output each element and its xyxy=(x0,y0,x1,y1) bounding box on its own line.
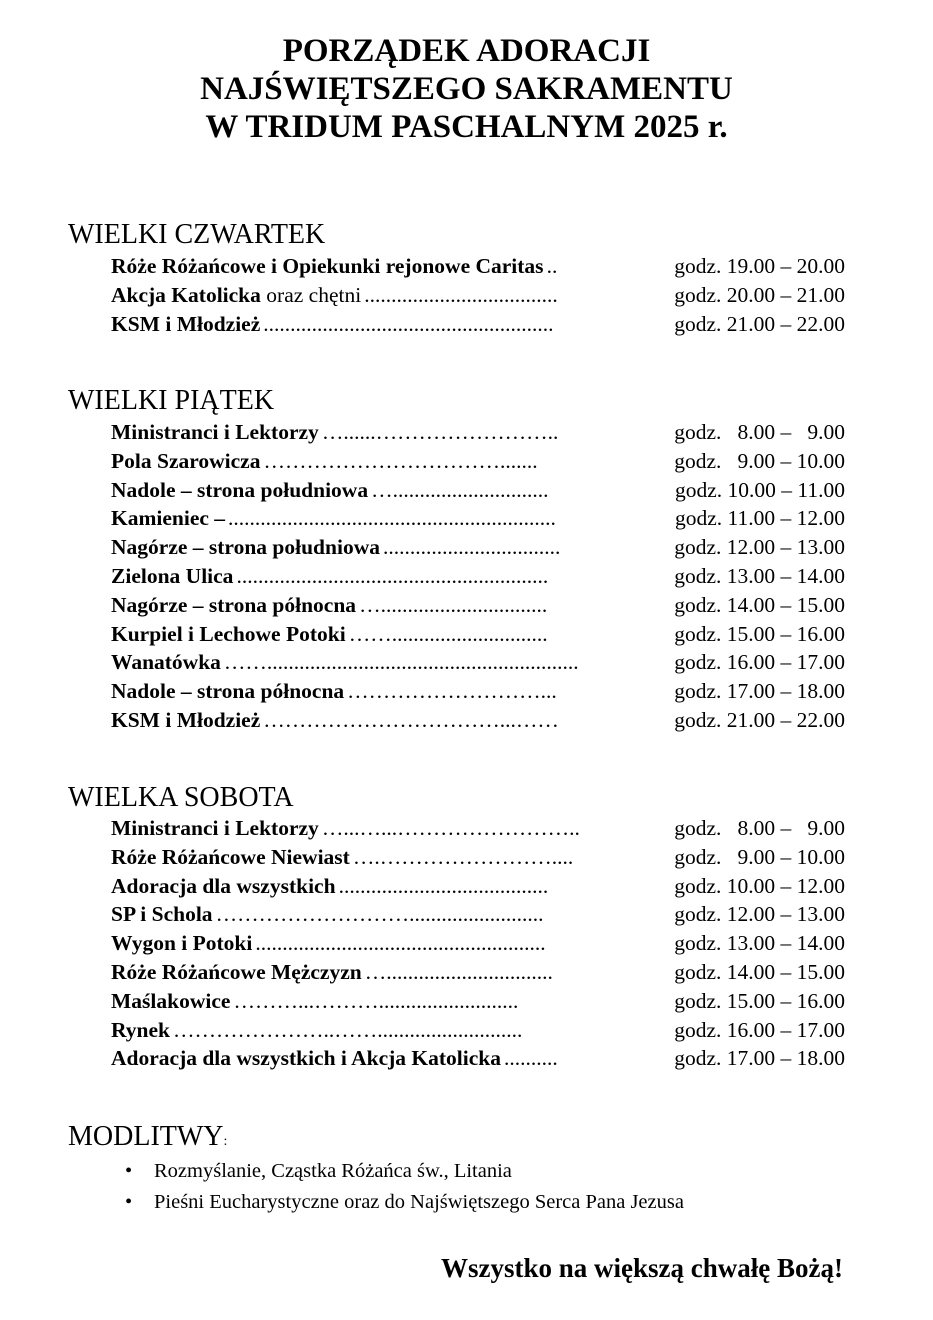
row-group-label xyxy=(111,418,319,447)
row-group-label xyxy=(111,620,346,649)
row-group-label xyxy=(111,706,260,735)
section-heading: WIELKI PIĄTEK xyxy=(68,385,275,416)
row-group-suffix: oraz chętni xyxy=(260,282,362,307)
schedule-row xyxy=(111,281,845,310)
row-group-label xyxy=(111,958,362,987)
row-dot-leader: ………...……….......................... xyxy=(233,988,519,1013)
section-heading: WIELKA SOBOTA xyxy=(68,782,294,813)
row-time: godz. 19.00 – 20.00 xyxy=(674,254,845,278)
row-group-label xyxy=(111,281,361,310)
schedule-row xyxy=(111,252,845,281)
schedule-row xyxy=(111,533,845,562)
bullet-icon: • xyxy=(125,1191,133,1213)
row-dot-leader: ............................................................. xyxy=(228,506,556,531)
row-group-label xyxy=(111,591,356,620)
row-group-name: Kurpiel i Lechowe Potoki xyxy=(111,621,346,646)
prayer-item xyxy=(125,1187,684,1218)
schedule-row xyxy=(111,1016,845,1045)
schedule-row xyxy=(111,900,845,929)
schedule-row xyxy=(111,929,845,958)
row-dot-leader: ….…………………….... xyxy=(352,844,574,869)
row-time: godz. 16.00 – 17.00 xyxy=(674,1017,845,1042)
row-dot-leader: .......................................................... xyxy=(236,564,549,588)
row-group-label xyxy=(111,677,344,706)
row-group-label xyxy=(111,252,544,281)
schedule-row xyxy=(111,843,845,872)
bullet-icon: • xyxy=(125,1160,133,1182)
row-dot-leader: ....................................... xyxy=(338,873,549,898)
prayers-list xyxy=(125,1156,684,1218)
row-dot-leader: .................................... xyxy=(364,282,558,307)
schedule-row xyxy=(111,814,845,843)
schedule-row xyxy=(111,504,845,533)
row-time: godz. 9.00 – 10.00 xyxy=(674,844,845,869)
row-time: godz. 14.00 – 15.00 xyxy=(674,592,845,617)
prayer-item-text: Rozmyślanie, Cząstka Różańca św., Litania xyxy=(154,1160,512,1182)
row-time: godz. 21.00 – 22.00 xyxy=(674,311,845,336)
section-heading: WIELKI CZWARTEK xyxy=(68,219,326,250)
schedule-row xyxy=(111,1044,845,1073)
row-time: godz. 12.00 – 13.00 xyxy=(674,902,845,927)
row-group-label xyxy=(111,447,260,476)
row-group-name: Wanatówka xyxy=(111,650,221,675)
row-dot-leader: ...................................................... xyxy=(263,311,554,336)
row-group-name: Pola Szarowicza xyxy=(111,448,261,473)
row-dot-leader: .. xyxy=(546,254,558,278)
row-group-name: SP i Schola xyxy=(111,902,213,927)
row-group-name: Nadole – strona południowa xyxy=(111,477,369,502)
prayer-item xyxy=(125,1156,684,1187)
row-group-name: Ministranci i Lektorzy xyxy=(111,816,319,840)
row-time: godz. 9.00 – 10.00 xyxy=(674,448,845,473)
row-dot-leader: ...................................................... xyxy=(255,931,546,956)
row-time: godz. 10.00 – 12.00 xyxy=(674,873,845,898)
row-group-label xyxy=(111,533,380,562)
row-group-name: Wygon i Potoki xyxy=(111,931,253,956)
row-dot-leader: …………………..……........................... xyxy=(172,1017,523,1042)
row-time: godz. 12.00 – 13.00 xyxy=(674,535,845,560)
row-dot-leader: …............................... xyxy=(359,592,548,617)
row-group-label xyxy=(111,1016,170,1045)
row-dot-leader: …......…………………….. xyxy=(321,420,559,444)
row-dot-leader: ................................. xyxy=(382,535,561,560)
closing-line: Wszystko na większą chwałę Bożą! xyxy=(441,1253,843,1283)
row-group-name: Ministranci i Lektorzy xyxy=(111,420,319,444)
row-group-name: Adoracja dla wszystkich i Akcja Katolicka xyxy=(111,1046,501,1071)
row-dot-leader: …............................. xyxy=(371,477,549,502)
row-time: godz. 8.00 – 9.00 xyxy=(674,816,845,840)
row-group-label xyxy=(111,872,336,901)
schedule-row xyxy=(111,958,845,987)
row-group-label xyxy=(111,1044,501,1073)
row-time: godz. 16.00 – 17.00 xyxy=(674,650,845,675)
title-line-1: PORZĄDEK ADORACJI xyxy=(282,33,651,69)
schedule-row xyxy=(111,872,845,901)
schedule-row xyxy=(111,476,845,505)
row-time: godz. 15.00 – 16.00 xyxy=(674,988,845,1013)
row-group-name: Adoracja dla wszystkich xyxy=(111,873,336,898)
row-group-name: Róże Różańcowe Niewiast xyxy=(111,844,350,869)
row-group-name: Maślakowice xyxy=(111,988,231,1013)
row-group-label xyxy=(111,900,213,929)
schedule-row xyxy=(111,591,845,620)
row-group-label xyxy=(111,504,225,533)
row-group-label xyxy=(111,648,221,677)
row-time: godz. 11.00 – 12.00 xyxy=(675,506,845,531)
schedule-row xyxy=(111,562,845,591)
row-group-name: Róże Różańcowe Mężczyzn xyxy=(111,960,362,984)
schedule-row xyxy=(111,677,845,706)
row-time: godz. 15.00 – 16.00 xyxy=(674,621,845,646)
schedule-row xyxy=(111,310,845,339)
row-time: godz. 13.00 – 14.00 xyxy=(674,931,845,956)
row-group-name: KSM i Młodzież xyxy=(111,708,261,732)
prayers-heading-text: MODLITWY xyxy=(68,1121,224,1152)
row-group-name: Kamieniec – xyxy=(111,506,226,531)
row-group-label xyxy=(111,562,233,591)
row-time: godz. 8.00 – 9.00 xyxy=(674,420,845,444)
row-group-name: Nagórze – strona południowa xyxy=(111,535,380,560)
row-group-name: Akcja Katolicka xyxy=(111,282,261,307)
row-time: godz. 10.00 – 11.00 xyxy=(675,477,845,502)
prayers-heading xyxy=(68,1120,227,1159)
row-group-label xyxy=(111,476,368,505)
row-dot-leader: .......... xyxy=(503,1046,558,1071)
row-dot-leader: …...…...…………………….. xyxy=(321,816,580,840)
schedule-row xyxy=(111,447,845,476)
row-group-label xyxy=(111,929,252,958)
document-title xyxy=(0,32,933,146)
row-time: godz. 17.00 – 18.00 xyxy=(674,679,845,704)
row-dot-leader: ………………………... xyxy=(347,679,557,704)
row-group-name: Zielona Ulica xyxy=(111,564,234,588)
schedule-row xyxy=(111,987,845,1016)
schedule-row xyxy=(111,648,845,677)
row-group-name: Nadole – strona północna xyxy=(111,679,345,704)
schedule-row xyxy=(111,706,845,735)
row-dot-leader: ………………………......................... xyxy=(215,902,544,927)
row-group-label xyxy=(111,814,319,843)
title-line-2: NAJŚWIĘTSZEGO SAKRAMENTU xyxy=(200,71,733,107)
row-time: godz. 20.00 – 21.00 xyxy=(674,282,845,307)
schedule-row xyxy=(111,418,845,447)
row-group-name: KSM i Młodzież xyxy=(111,311,261,336)
row-group-label xyxy=(111,310,260,339)
row-time: godz. 14.00 – 15.00 xyxy=(674,960,845,984)
title-line-3: W TRIDUM PASCHALNYM 2025 r. xyxy=(205,109,728,145)
row-group-name: Rynek xyxy=(111,1017,170,1042)
row-time: godz. 21.00 – 22.00 xyxy=(674,708,845,732)
row-dot-leader: ……………………………....... xyxy=(263,448,538,473)
row-dot-leader: …….......................................................... xyxy=(223,650,579,675)
row-group-name: Róże Różańcowe i Opiekunki rejonowe Caritas xyxy=(111,254,544,278)
schedule-row xyxy=(111,620,845,649)
prayers-heading-colon: : xyxy=(223,1134,228,1149)
row-dot-leader: ……………………………...…… xyxy=(263,708,559,732)
row-group-name: Nagórze – strona północna xyxy=(111,592,357,617)
row-time: godz. 13.00 – 14.00 xyxy=(674,564,845,588)
row-group-label xyxy=(111,987,230,1016)
row-dot-leader: ……............................. xyxy=(348,621,548,646)
prayer-item-text: Pieśni Eucharystyczne oraz do Najświętszego Serca Pana Jezusa xyxy=(154,1191,684,1213)
row-group-label xyxy=(111,843,350,872)
row-dot-leader: …............................... xyxy=(364,960,553,984)
row-time: godz. 17.00 – 18.00 xyxy=(674,1046,845,1071)
